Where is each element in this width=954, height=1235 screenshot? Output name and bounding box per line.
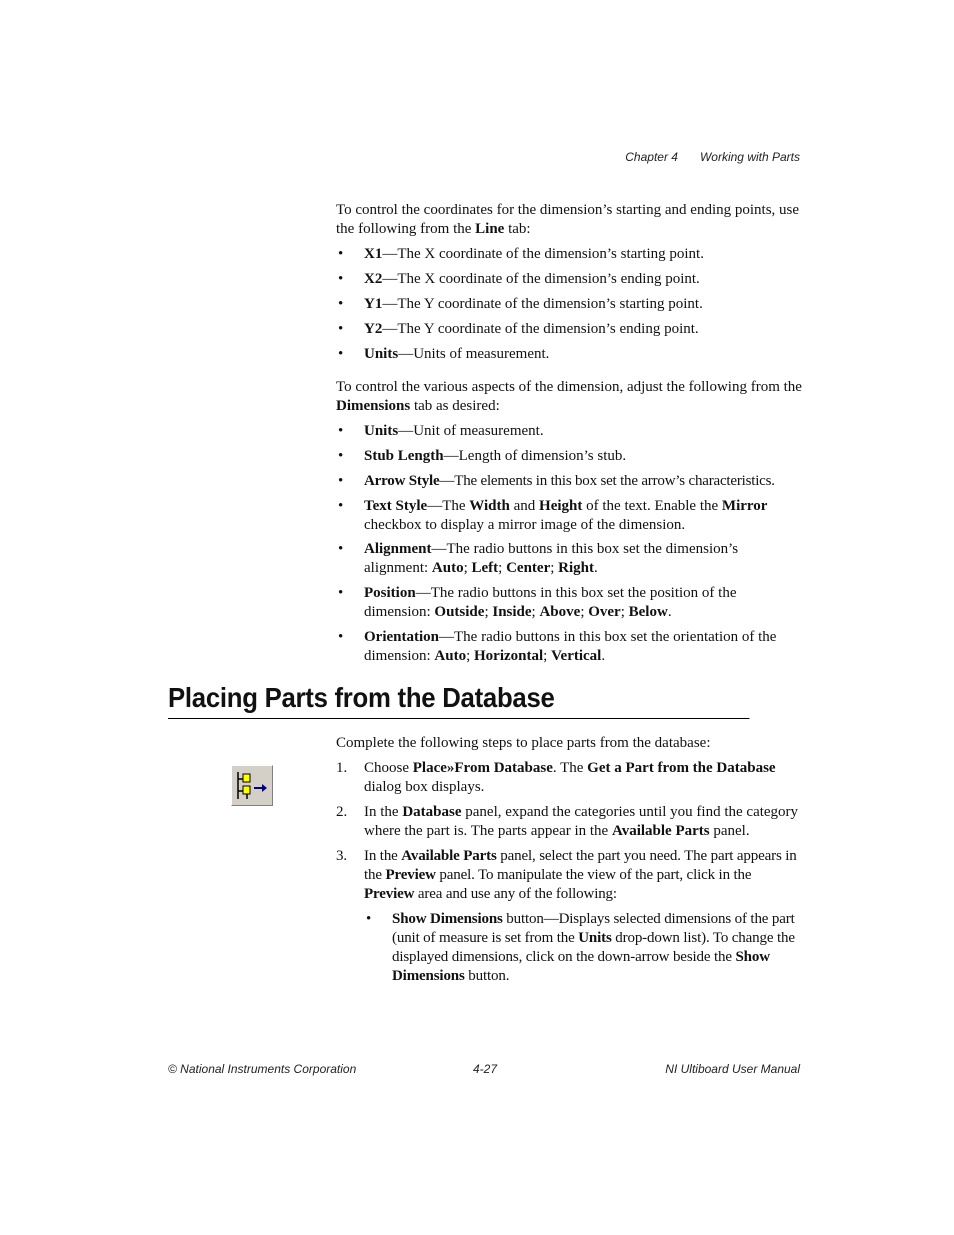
list-item: • Stub Length—Length of dimension’s stub. [336, 447, 802, 466]
running-header [603, 150, 800, 164]
list-item: • Alignment—The radio buttons in this box set the dimension’s alignment: Auto; Left; Center; Right. [336, 540, 802, 578]
step-item: 2. In the Database panel, expand the categories until you find the category where the part is. The parts appear in the Available Parts panel. [336, 804, 799, 839]
dimensions-bullet-list [336, 422, 802, 666]
header-section: Working with Parts [699, 150, 800, 164]
list-item: • Y2—The Y coordinate of the dimension’s ending point. [336, 320, 802, 339]
line-tab-section [336, 201, 802, 364]
line-bullet-list [336, 245, 802, 364]
footer-manual-title: NI Ultiboard User Manual [665, 1062, 800, 1076]
line-intro: To control the coordinates for the dimension’s starting and ending points, use the following from the Line tab: [336, 202, 800, 237]
section-heading: Placing Parts from the Database [168, 681, 749, 719]
steps-section [336, 734, 802, 986]
steps-intro: Complete the following steps to place parts from the database: [336, 735, 711, 751]
list-item: • X2—The X coordinate of the dimension’s ending point. [336, 270, 802, 289]
dimensions-tab-section [336, 378, 802, 666]
list-item: • Text Style—The Width and Height of the text. Enable the Mirror checkbox to display a mirror image of the dimension. [336, 497, 802, 535]
dimensions-intro: To control the various aspects of the dimension, adjust the following from the Dimensions tab as desired: [336, 379, 802, 414]
list-item: • Show Dimensions button—Displays selected dimensions of the part (unit of measure is set from the Units drop-down list). To change the displayed dimensions, click on the down-arrow beside the Show Dimensions button. [364, 910, 802, 986]
list-item: • Units—Units of measurement. [336, 345, 802, 364]
step-item: 1. Choose Place»From Database. The Get a Part from the Database dialog box displays. [336, 760, 776, 795]
preview-options-list [364, 910, 802, 986]
list-item: • Y1—The Y coordinate of the dimension’s starting point. [336, 295, 802, 314]
place-from-database-icon [231, 765, 273, 806]
header-chapter: Chapter 4 [625, 150, 678, 164]
list-item: • X1—The X coordinate of the dimension’s starting point. [336, 245, 802, 264]
steps-list [336, 759, 802, 986]
step-item: 3. In the Available Parts panel, select the part you need. The part appears in the Preview panel. To manipulate the view of the part, click in the Preview area and use any of the following: • Show Dimensions button—Displays selected dimensions of the part (unit of measure is set from the Units drop-down list). To change the displayed dimensions, click on the down-arrow beside the Show Dimensions button. [336, 847, 802, 986]
footer-copyright: © National Instruments Corporation [168, 1062, 357, 1076]
list-item: • Orientation—The radio buttons in this box set the orientation of the dimension: Auto; Horizontal; Vertical. [336, 628, 802, 666]
list-item: • Units—Unit of measurement. [336, 422, 802, 441]
list-item: • Position—The radio buttons in this box set the position of the dimension: Outside; Inside; Above; Over; Below. [336, 584, 802, 622]
footer-page-number: 4-27 [473, 1062, 498, 1076]
list-item: • Arrow Style—The elements in this box set the arrow’s characteristics. [336, 472, 802, 491]
